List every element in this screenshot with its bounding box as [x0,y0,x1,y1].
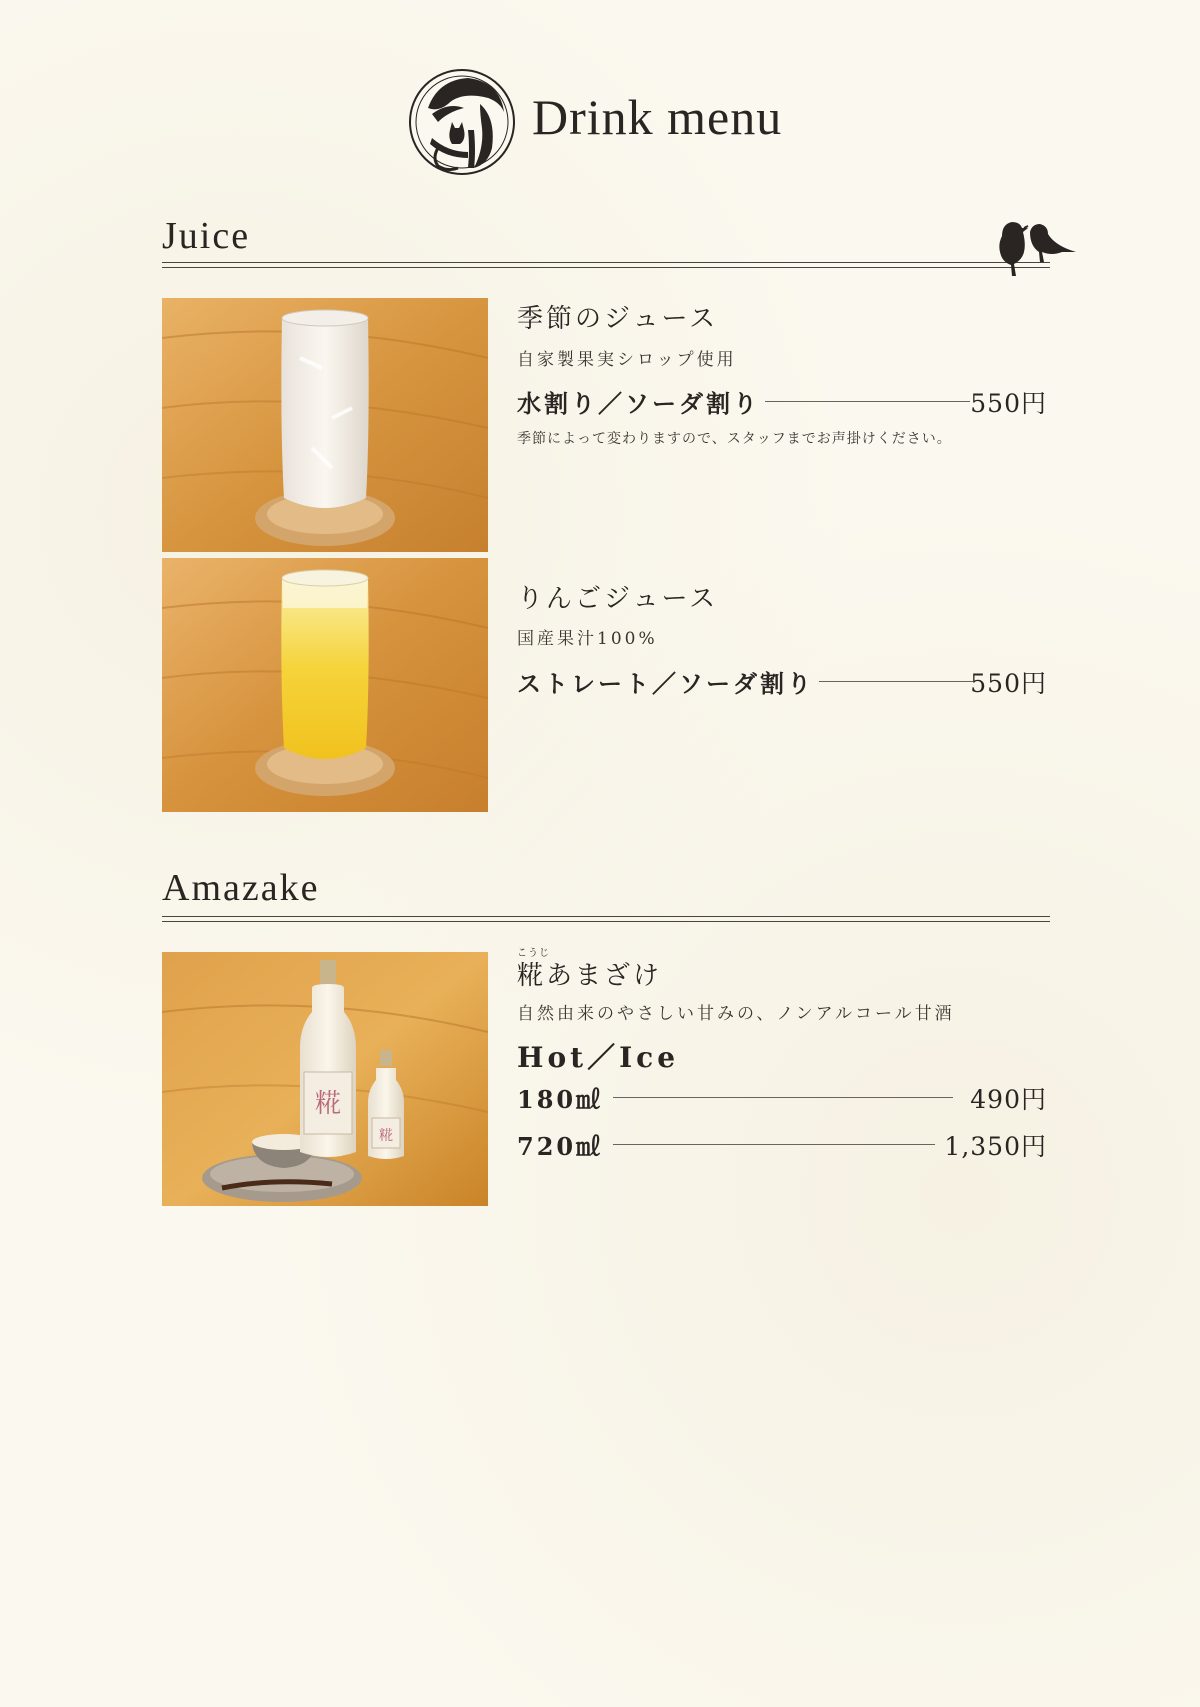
tree-cat-emblem-icon [408,68,516,176]
item-name: 糀あまざけ [517,961,663,991]
price-leader-line [613,1097,953,1098]
serving-temperature: Hot／Ice [517,1041,680,1074]
price-leader-line [765,401,970,402]
item-name-ruby: こうじ [517,948,550,959]
price-leader-line [613,1144,935,1145]
seasonal-juice-glass-photo [162,298,488,552]
price-label: 720㎖ [517,1132,604,1161]
section-divider-inner [162,267,1050,268]
price-row [517,1127,1047,1161]
section-title-juice: Juice [162,215,251,257]
section-divider [162,916,1050,917]
item-description: 国産果汁100% [517,629,658,649]
svg-text:糀: 糀 [379,1128,393,1144]
section-divider-inner [162,921,1050,922]
price-row [517,384,1047,418]
price-value: 550円 [970,389,1047,418]
apple-juice-glass-photo [162,558,488,812]
section-divider [162,262,1050,263]
section-title-amazake: Amazake [162,867,320,909]
item-note: 季節によって変わりますので、スタッフまでお声掛けください。 [517,431,952,447]
svg-text:糀: 糀 [314,1089,342,1119]
price-value: 550円 [970,669,1047,698]
price-value: 490円 [970,1085,1047,1114]
price-label: ストレート／ソーダ割り [517,669,814,698]
price-row [517,664,1047,698]
price-row [517,1080,1047,1114]
price-label: 水割り／ソーダ割り [517,389,760,418]
item-description: 自家製果実シロップ使用 [517,350,737,370]
koji-amazake-bottles-photo [162,952,488,1206]
price-label: 180㎖ [517,1085,604,1114]
two-birds-icon [996,218,1078,282]
item-name: りんごジュース [517,584,719,614]
item-description: 自然由来のやさしい甘みの、ノンアルコール甘酒 [517,1004,955,1024]
price-value: 1,350円 [944,1132,1047,1161]
item-name: 季節のジュース [517,304,719,334]
price-leader-line [819,681,973,682]
page-title: Drink menu [532,89,783,145]
